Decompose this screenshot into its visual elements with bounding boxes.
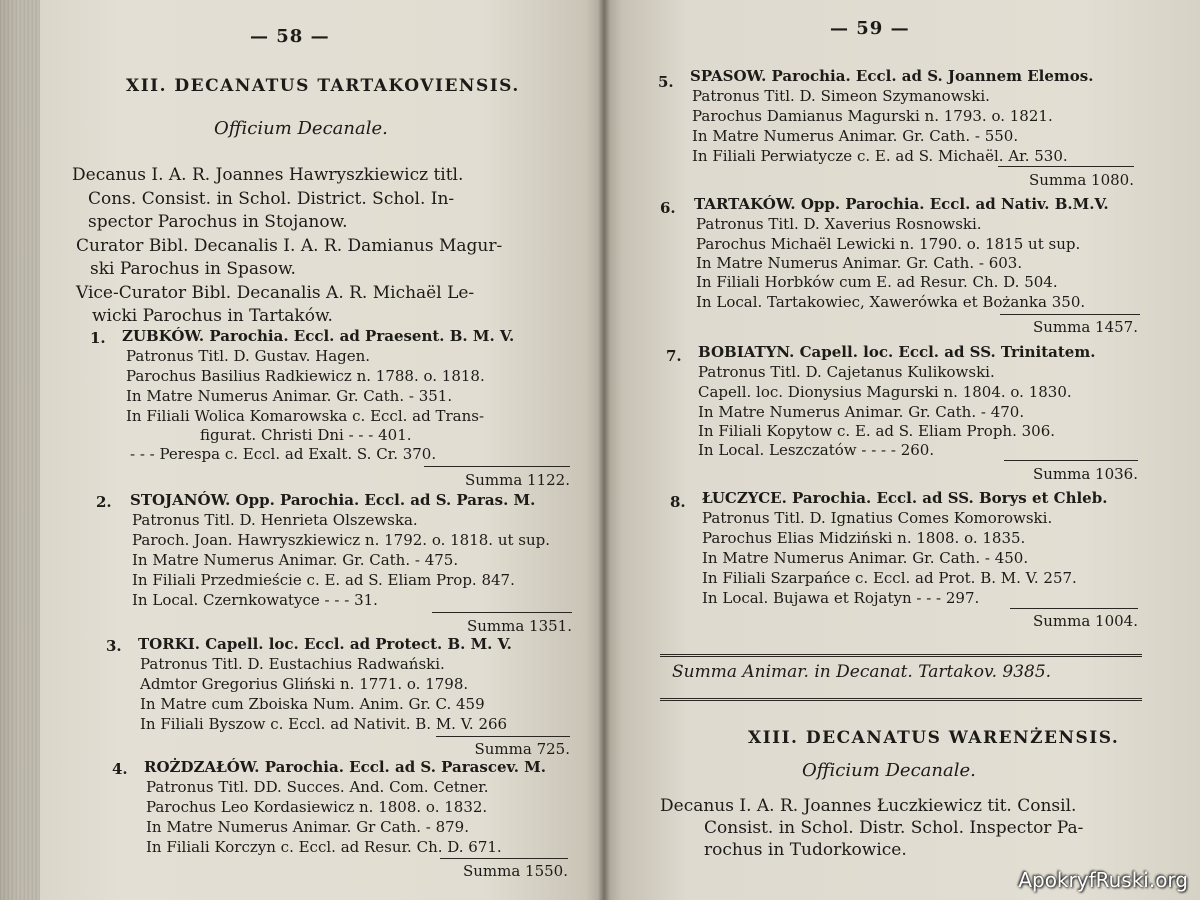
next-officium-heading: Officium Decanale. (802, 760, 976, 781)
page-edge (0, 0, 40, 900)
entry-line: Patronus Titl. D. Xaverius Rosnowski. (696, 215, 982, 233)
sum-rule (436, 736, 570, 737)
entry-line: Parochus Damianus Magurski n. 1793. o. 1821. (692, 107, 1053, 125)
intro-line: wicki Parochus in Tartaków. (92, 306, 333, 326)
next-intro-line: rochus in Tudorkowice. (704, 840, 907, 860)
sum-rule (1004, 460, 1138, 461)
intro-line: Decanus I. A. R. Joannes Hawryszkiewicz titl. (72, 165, 464, 185)
entry-line: In Matre Numerus Animar. Gr. Cath. - 351. (126, 387, 453, 405)
entry-line: Parochus Basilius Radkiewicz n. 1788. o. 1818. (126, 367, 485, 385)
entry-line: TARTAKÓW. Opp. Parochia. Eccl. ad Nativ. B.M.V. (694, 195, 1109, 213)
book-gutter (598, 0, 610, 900)
officium-heading: Officium Decanale. (214, 118, 388, 139)
entry-line: In Matre Numerus Animar. Gr. Cath. - 475. (132, 551, 459, 569)
entry-line: ROŻDZAŁÓW. Parochia. Eccl. ad S. Parascev. M. (144, 758, 546, 776)
entry-line: Patronus Titl. D. Cajetanus Kulikowski. (698, 363, 995, 381)
entry-line: Capell. loc. Dionysius Magurski n. 1804. o. 1830. (698, 383, 1072, 401)
entry-number: 1. (90, 329, 106, 347)
entry-line: In Filiali Wolica Komarowska c. Eccl. ad Trans- (126, 407, 485, 425)
page-number: — 58 — (250, 26, 330, 47)
entry-line: TORKI. Capell. loc. Eccl. ad Protect. B. M. V. (138, 635, 512, 653)
entry-number: 5. (658, 73, 674, 91)
entry-line: In Filiali Przedmieście c. E. ad S. Eliam Prop. 847. (132, 571, 515, 589)
entry-line: Admtor Gregorius Gliński n. 1771. o. 1798. (140, 675, 469, 693)
entry-line: Patronus Titl. D. Henrieta Olszewska. (132, 511, 418, 529)
next-intro-line: Consist. in Schol. Distr. Schol. Inspector Pa- (704, 818, 1084, 838)
entry-line: In Matre cum Zboiska Num. Anim. Gr. C. 459 (140, 695, 485, 713)
entry-line: figurat. Christi Dni - - - 401. (200, 426, 412, 444)
entry-line: Patronus Titl. D. Ignatius Comes Komorowski. (702, 509, 1053, 527)
entry-line: BOBIATYN. Capell. loc. Eccl. ad SS. Trinitatem. (698, 343, 1096, 361)
entry-line: Patronus Titl. DD. Succes. And. Com. Cetner. (146, 778, 489, 796)
intro-line: Cons. Consist. in Schol. District. Schol. In- (88, 189, 455, 209)
entry-line: In Matre Numerus Animar. Gr. Cath. - 550. (692, 127, 1019, 145)
entry-summa: Summa 1122. (464, 471, 570, 489)
intro-line: Vice-Curator Bibl. Decanalis A. R. Michaël Le- (76, 283, 475, 303)
entry-line: In Filiali Horbków cum E. ad Resur. Ch. D. 504. (696, 273, 1058, 291)
entry-line: In Local. Leszczatów - - - - 260. (698, 441, 935, 459)
entry-line: In Local. Bujawa et Rojatyn - - - 297. (702, 589, 980, 607)
intro-line: spector Parochus in Stojanow. (88, 212, 348, 232)
entry-number: 8. (670, 493, 686, 511)
sum-rule (432, 612, 572, 613)
entry-line: ZUBKÓW. Parochia. Eccl. ad Praesent. B. M. V. (122, 327, 515, 345)
entry-line: In Filiali Szarpańce c. Eccl. ad Prot. B. M. V. 257. (702, 569, 1077, 587)
entry-line: In Matre Numerus Animar. Gr. Cath. - 603. (696, 254, 1023, 272)
entry-line: In Matre Numerus Animar. Gr. Cath. - 450. (702, 549, 1029, 567)
entry-line: SPASOW. Parochia. Eccl. ad S. Joannem Elemos. (690, 67, 1094, 85)
entry-line: Patronus Titl. D. Simeon Szymanowski. (692, 87, 990, 105)
entry-line: In Filiali Perwiatycze c. E. ad S. Michaël. Ar. 530. (692, 147, 1068, 165)
entry-summa: Summa 1550. (462, 862, 568, 880)
entry-number: 4. (112, 760, 128, 778)
entry-summa: Summa 725. (474, 740, 570, 758)
entry-number: 3. (106, 637, 122, 655)
sum-rule (424, 466, 570, 467)
intro-line: Curator Bibl. Decanalis I. A. R. Damianus Magur- (76, 236, 503, 256)
entry-summa: Summa 1036. (1032, 465, 1138, 483)
next-section-title: XIII. DECANATUS WARENŻENSIS. (748, 728, 1120, 748)
entry-line: Paroch. Joan. Hawryszkiewicz n. 1792. o. 1818. ut sup. (132, 531, 551, 549)
entry-line: In Local. Czernkowatyce - - - 31. (132, 591, 378, 609)
sum-rule (440, 858, 568, 859)
right-page (604, 0, 1200, 900)
entry-line: In Matre Numerus Animar. Gr Cath. - 879. (146, 818, 469, 836)
sum-rule (998, 166, 1134, 167)
sum-rule (1010, 608, 1138, 609)
entry-number: 2. (96, 493, 112, 511)
intro-line: ski Parochus in Spasow. (90, 259, 296, 279)
entry-line: In Local. Tartakowiec, Xawerówka et Bożanka 350. (696, 293, 1086, 311)
entry-summa: Summa 1004. (1032, 612, 1138, 630)
page-number: — 59 — (830, 18, 910, 39)
entry-line: In Filiali Byszow c. Eccl. ad Nativit. B. M. V. 266 (140, 715, 508, 733)
entry-summa: Summa 1457. (1032, 318, 1138, 336)
total-rule-bottom (660, 698, 1142, 701)
entry-line: Patronus Titl. D. Eustachius Radwański. (140, 655, 445, 673)
entry-line: Patronus Titl. D. Gustav. Hagen. (126, 347, 371, 365)
entry-line: - - - Perespa c. Eccl. ad Exalt. S. Cr. 370. (130, 445, 437, 463)
entry-line: In Filiali Kopytow c. E. ad S. Eliam Proph. 306. (698, 422, 1056, 440)
entry-line: In Matre Numerus Animar. Gr. Cath. - 470. (698, 403, 1025, 421)
entry-line: In Filiali Korczyn c. Eccl. ad Resur. Ch. D. 671. (146, 838, 502, 856)
entry-line: Parochus Leo Kordasiewicz n. 1808. o. 1832. (146, 798, 488, 816)
entry-line: ŁUCZYCE. Parochia. Eccl. ad SS. Borys et Chleb. (702, 489, 1108, 507)
sum-rule (1000, 314, 1140, 315)
entry-line: Parochus Elias Midziński n. 1808. o. 1835. (702, 529, 1026, 547)
entry-number: 7. (666, 347, 682, 365)
section-title: XII. DECANATUS TARTAKOVIENSIS. (126, 76, 520, 96)
entry-line: Parochus Michaël Lewicki n. 1790. o. 1815 ut sup. (696, 235, 1081, 253)
watermark: ApokryfRuski.org (1018, 868, 1188, 892)
entry-summa: Summa 1080. (1028, 171, 1134, 189)
next-intro-line: Decanus I. A. R. Joannes Łuczkiewicz tit. Consil. (660, 796, 1077, 816)
decanate-total: Summa Animar. in Decanat. Tartakov. 9385. (672, 662, 1052, 682)
total-rule-top (660, 654, 1142, 657)
entry-summa: Summa 1351. (466, 617, 572, 635)
entry-line: STOJANÓW. Opp. Parochia. Eccl. ad S. Paras. M. (130, 491, 536, 509)
entry-number: 6. (660, 199, 676, 217)
